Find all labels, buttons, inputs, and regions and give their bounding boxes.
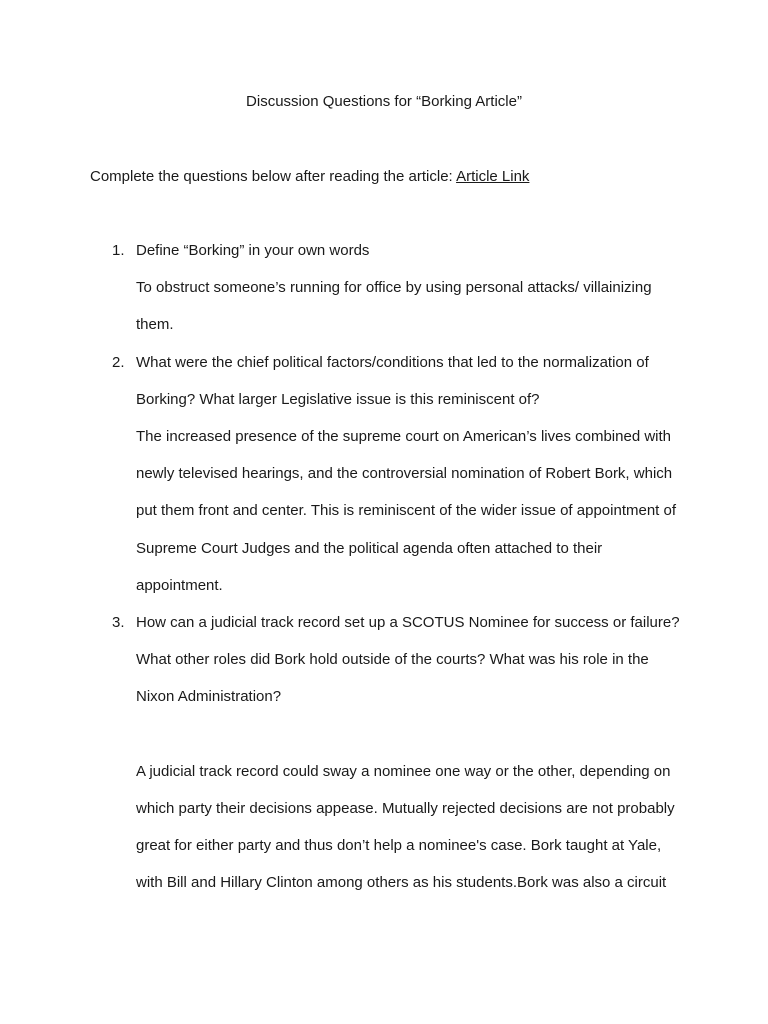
question-number: 1.	[112, 242, 125, 259]
question-line: Borking? What larger Legislative issue is this reminiscent of?	[136, 390, 540, 408]
question-line: great for either party and thus don’t help a nominee's case. Bork taught at Yale,	[136, 837, 662, 855]
question-line: What were the chief political factors/conditions that led to the normalization of	[136, 353, 649, 371]
question-line: Define “Borking” in your own words	[136, 242, 370, 259]
question-line: newly televised hearings, and the controversial nomination of Robert Bork, which	[136, 465, 673, 483]
question-line: Supreme Court Judges and the political agenda often attached to their	[136, 539, 603, 557]
document-title: Discussion Questions for “Borking Article”	[246, 93, 522, 110]
question-line: What other roles did Bork hold outside of the courts? What was his role in the	[136, 651, 649, 669]
question-line: How can a judicial track record set up a SCOTUS Nominee for success or failure?	[136, 614, 680, 631]
question-number: 2.	[112, 353, 125, 371]
intro-paragraph	[90, 167, 529, 187]
question-line: The increased presence of the supreme court on American’s lives combined with	[136, 428, 671, 445]
question-line: appointment.	[136, 576, 223, 594]
question-line: To obstruct someone’s running for office by using personal attacks/ villainizing	[136, 279, 652, 297]
question-line: which party their decisions appease. Mutually rejected decisions are not probably	[136, 800, 675, 817]
intro-text: Complete the questions below after reading the article:	[90, 168, 457, 185]
question-number: 3.	[112, 614, 125, 631]
question-line: put them front and center. This is reminiscent of the wider issue of appointment of	[136, 502, 677, 520]
question-line: A judicial track record could sway a nominee one way or the other, depending on	[136, 762, 671, 780]
question-line: Nixon Administration?	[136, 688, 282, 706]
article-link[interactable]: Article Link	[456, 168, 530, 185]
question-line: with Bill and Hillary Clinton among others as his students.Bork was also a circuit	[136, 874, 667, 892]
question-line: them.	[136, 316, 174, 334]
